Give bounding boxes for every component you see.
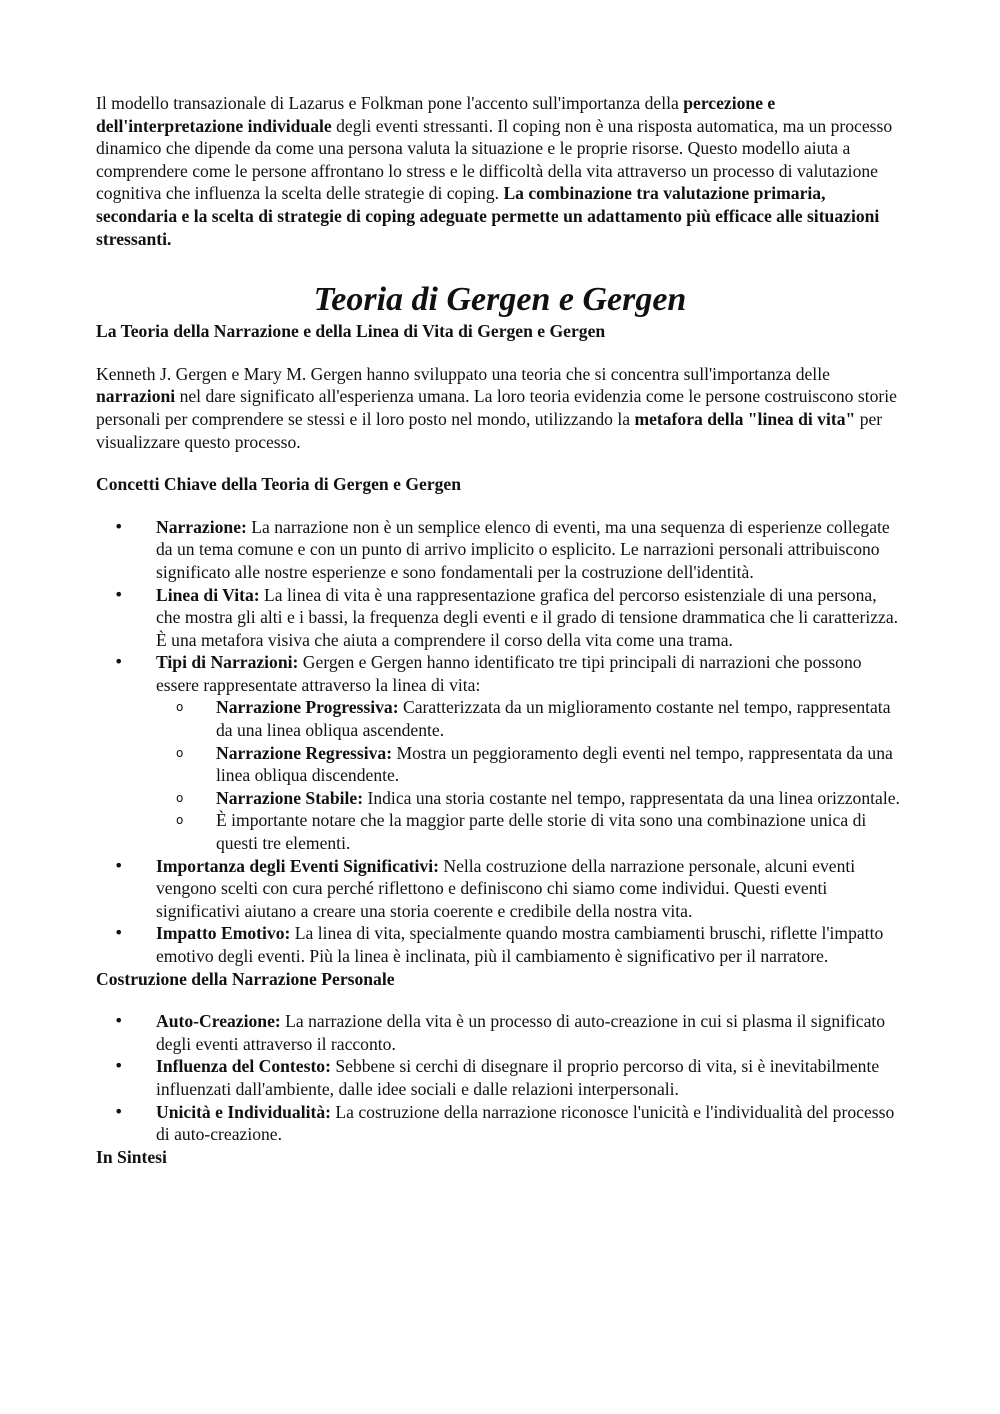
bullet-icon: • [114,1011,124,1031]
list-item: • Importanza degli Eventi Significativi: Nella costruzione della narrazione personale, alcuni eventi vengono scelti con cura perché riflettono e definiscono chi siamo come individui. Questi eventi significativi aiutano a creare una storia coerente e credibile della nostra vita. [114,855,856,921]
concetti-heading: Concetti Chiave della Teoria di Gergen e Gergen [96,474,462,495]
gergen-paragraph: Kenneth J. Gergen e Mary M. Gergen hanno sviluppato una teoria che si concentra sull'importanza delle narrazioni nel dare significato all'esperienza umana. La loro teoria evidenzia come le persone costruiscono storie personali per comprendere se stessi e il loro posto nel mondo, utilizzando la metafora della "linea di vita" per visualizzare questo processo. [96,363,897,452]
bullet-icon: • [114,1101,124,1121]
list-item: • Influenza del Contesto: Sebbene si cerchi di disegnare il proprio percorso di vita, si è inevitabilmente influenzati dall'ambiente, dalle idee sociali e dalle relazioni interpersonali. [114,1056,880,1099]
intro-paragraph: Il modello transazionale di Lazarus e Folkman pone l'accento sull'importanza della percezione e dell'interpretazione individuale degli eventi stressanti. Il coping non è una risposta automatica, ma un processo dinamico che dipende da come una persona valuta la situazione e le proprie risorse. Questo modello aiuta a comprendere come le persone affrontano lo stress e le difficoltà della vita attraverso un processo di valutazione cognitiva che influenza la scelta delle strategie di coping. La combinazione tra valutazione primaria, secondaria e la scelta di strategie di coping adeguate permette un adattamento più efficace alle situazioni stressanti. [96,93,893,249]
costruzione-list [96,1010,904,1146]
bullet-icon: • [114,652,124,672]
bullet-icon: • [114,855,124,875]
circle-bullet-icon: o [176,745,184,760]
sub-list-item: o Narrazione Stabile: Indica una storia costante nel tempo, rappresentata da una linea orizzontale. [176,787,900,808]
sub-list-item: o Narrazione Progressiva: Caratterizzata da un miglioramento costante nel tempo, rappresentata da una linea obliqua ascendente. [176,697,891,741]
sub-list-item: o È importante notare che la maggior parte delle storie di vita sono una combinazione unica di questi tre elementi. [176,810,867,854]
section-subtitle: La Teoria della Narrazione e della Linea di Vita di Gergen e Gergen [96,321,606,342]
circle-bullet-icon: o [176,700,184,715]
list-item: • Linea di Vita: La linea di vita è una rappresentazione grafica del percorso esistenziale di una persona, che mostra gli alti e i bassi, la frequenza degli eventi e il grado di tensione drammatica che li caratterizza. È una metafora visiva che aiuta a comprendere il corso della vita come una trama. [114,584,899,650]
list-item: • Impatto Emotivo: La linea di vita, specialmente quando mostra cambiamenti bruschi, riflette l'impatto emotivo degli eventi. Più la linea è inclinata, più il cambiamento è significativo per il narratore. [114,923,884,966]
circle-bullet-icon: o [176,790,184,805]
bullet-icon: • [114,516,124,536]
list-item: • Tipi di Narrazioni: Gergen e Gergen hanno identificato tre tipi principali di narrazioni che possono essere rappresentate attraverso la linea di vita: o Narrazione Progressiva: Caratterizzata da un miglioramento costante nel tempo, rappresentata da una linea obliqua ascendente. o Narrazione Regressiva: Mostra un peggioramento degli eventi nel tempo, rappresentata da una linea obliqua discendente. o Narrazione Stabile: Indica una storia costante nel tempo, rappresentata da una linea orizzontale. o È importante notare che la maggior parte delle storie di vita sono una combinazione unica di questi tre elementi. [96,651,904,854]
concetti-list [96,516,904,968]
bullet-icon: • [114,584,124,604]
list-item: • Auto-Creazione: La narrazione della vita è un processo di auto-creazione in cui si plasma il significato degli eventi attraverso il racconto. [114,1011,886,1054]
sub-list-item: o Narrazione Regressiva: Mostra un peggioramento degli eventi nel tempo, rappresentata da una linea obliqua discendente. [176,742,893,786]
circle-bullet-icon: o [176,813,184,828]
tipi-sublist [156,696,904,854]
list-item: • Unicità e Individualità: La costruzione della narrazione riconosce l'unicità e l'individualità del processo di auto-creazione. [114,1101,895,1145]
costruzione-heading: Costruzione della Narrazione Personale [96,968,395,989]
list-item: • Narrazione: La narrazione non è un semplice elenco di eventi, ma una sequenza di esperienze collegate da un tema comune e con un punto di arrivo implicito o esplicito. Le narrazioni personali attribuiscono significato alle nostre esperienze e sono fondamentali per la costruzione dell'identità. [114,516,890,582]
section-title: Teoria di Gergen e Gergen [313,281,687,319]
bullet-icon: • [114,923,124,943]
sintesi-heading: In Sintesi [96,1146,167,1167]
bullet-icon: • [114,1056,124,1076]
